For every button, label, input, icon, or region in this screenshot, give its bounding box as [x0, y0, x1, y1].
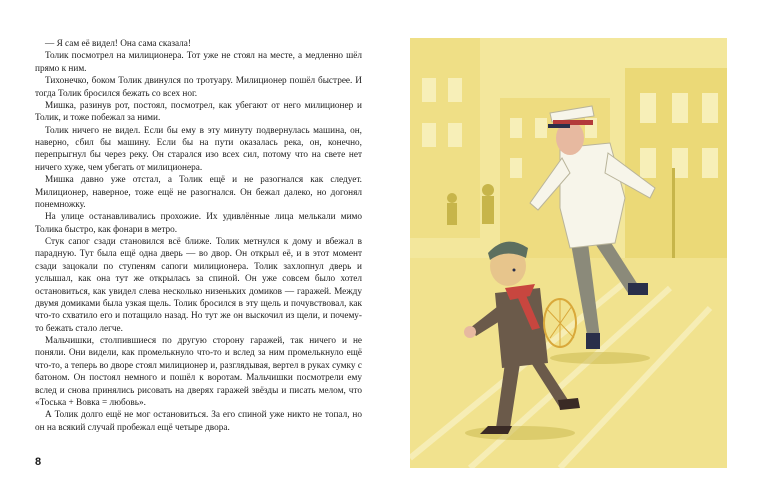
paragraph: Толик посмотрел на милиционера. Тот уже не стоял на месте, а медленно шёл прямо к ним. [35, 51, 362, 74]
paragraph: Толик ничего не видел. Если бы ему в эту минуту подвернулась машина, он, наверно, сбил бы машину. Если бы на пути оказалась река, он, конечно, перепрыгнул бы через реку. Он старался изо всех сил, потому что на свете нет ничего хуже, чем убегать от милиционера. [35, 125, 362, 173]
paragraph: Тихонечко, боком Толик двинулся по тротуару. Милиционер пошёл быстрее. И тогда Толик бросился бежать со всех ног. [35, 76, 362, 99]
paragraph: Мишка, разинув рот, постоял, посмотрел, как убегают от него милиционер и Толик, и тоже побежал за ними. [35, 100, 362, 124]
illustration-drawing [410, 38, 727, 468]
paragraph: На улице останавливались прохожие. Их удивлённые лица мелькали мимо Толика быстро, как фонари в метро. [35, 212, 362, 235]
body-text [35, 38, 362, 434]
paragraph: Стук сапог сзади становился всё ближе. Толик метнулся к дому и вбежал в парадную. Тут была ещё одна дверь — во двор. Он открыл её, и в этот момент сзади зацокали по ступеням сапоги милиционера. Толик захлопнул дверь и услышал, как она тут же открылась за спиной. Он уже совсем было хотел остановиться, как увидел слева несколько низеньких домиков — гаражей. Между двумя домиками была узкая щель. Толик бросился в эту щель и почувствовал, как что-то схватило его и потащило назад. Но тут же он выскочил из щели, и почему-то бежать стало легче. [35, 237, 362, 334]
page-number: 8 [35, 456, 42, 468]
paragraph: Мишка давно уже отстал, а Толик ещё и не разогнался как следует. Милиционер, наверное, тоже ещё не разогнался. Он бежал далеко, но догонял понемножку. [35, 175, 362, 210]
paragraph: А Толик долго ещё не мог остановиться. За его спиной уже никто не топал, но он на всякий случай пробежал ещё четыре двора. [35, 410, 362, 433]
paragraph: Мальчишки, столпившиеся по другую сторону гаражей, так ничего и не поняли. Они видели, как промелькнуло что-то и вслед за ним промелькнуло ещё что-то, а теперь во дворе стоял милиционер и, разглядывая, вертел в руках сумку с батоном. Он постоял немного и пошёл к воротам. Мальчишки посмотрели ему вслед и снова принялись рисовать на дверях гаражей звёзды и писать мелом, что «Тоська + Вовка = любовь». [35, 336, 362, 408]
paragraph: — Я сам её видел! Она сама сказала! [45, 39, 191, 49]
illustration [410, 38, 727, 468]
